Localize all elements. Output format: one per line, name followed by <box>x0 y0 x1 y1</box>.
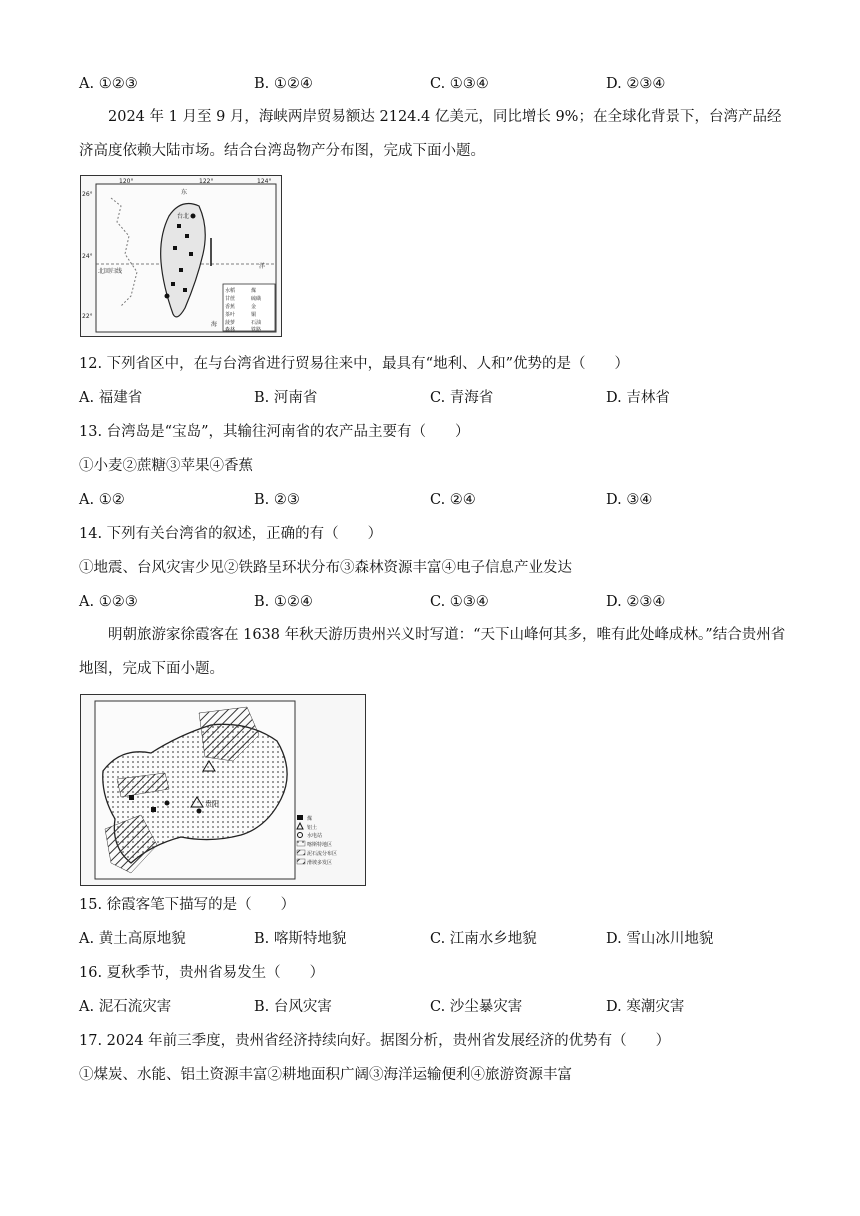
legend-item: 泥石流分布区 <box>307 851 338 857</box>
option-b: B. 喀斯特地貌 <box>254 931 347 947</box>
lon-label: 124° <box>257 178 272 185</box>
option-b: B. 河南省 <box>254 390 318 406</box>
question-13-stem: 13. 台湾岛是“宝岛”，其输往河南省的农产品主要有（ ） <box>79 424 470 440</box>
question-13-items: ①小麦②蔗糖③苹果④香蕉 <box>79 458 253 474</box>
question-12-options <box>79 388 799 408</box>
question-14-items: ①地震、台风灾害少见②铁路呈环状分布③森林资源丰富④电子信息产业发达 <box>79 560 572 576</box>
legend-item: 铜 <box>251 312 257 318</box>
legend-item: 水稻 <box>225 288 236 294</box>
guizhou-map <box>80 694 366 886</box>
option-d: D. ③④ <box>606 492 653 508</box>
place-label: 洋 <box>259 263 266 270</box>
legend-item: 滑坡多发区 <box>307 860 333 866</box>
legend-item: 水电站 <box>307 833 323 839</box>
option-d: D. 寒潮灾害 <box>606 999 685 1015</box>
option-c: C. 沙尘暴灾害 <box>430 999 523 1015</box>
place-label: 东 <box>181 189 188 196</box>
option-b: B. ①②④ <box>254 76 313 92</box>
option-a: A. ①②③ <box>79 594 138 610</box>
lat-label: 24° <box>82 253 93 260</box>
legend-item: 硫磺 <box>251 296 262 302</box>
option-a: A. 泥石流灾害 <box>79 999 172 1015</box>
legend-item: 铝土 <box>307 825 318 831</box>
lat-label: 22° <box>82 313 93 320</box>
option-c: C. ①③④ <box>430 594 489 610</box>
legend-item: 森林 <box>225 327 236 333</box>
question-15-stem: 15. 徐霞客笔下描写的是（ ） <box>79 897 296 913</box>
question-12-stem: 12. 下列省区中，在与台湾省进行贸易往来中，最具有“地利、人和”优势的是（ ） <box>79 356 629 372</box>
option-d: D. ②③④ <box>606 76 666 92</box>
option-d: D. 吉林省 <box>606 390 670 406</box>
legend-item: 煤 <box>251 288 257 294</box>
question-17-items: ①煤炭、水能、铝土资源丰富②耕地面积广阔③海洋运输便利④旅游资源丰富 <box>79 1067 572 1083</box>
place-label: 台北 <box>177 213 190 220</box>
legend-item: 铁路 <box>251 327 262 333</box>
option-a: A. ①②③ <box>79 76 138 92</box>
prev-question-options <box>79 74 799 94</box>
option-c: C. ①③④ <box>430 76 489 92</box>
place-label: 海 <box>211 321 218 328</box>
passage-guizhou: 明朝旅游家徐霞客在 1638 年秋天游历贵州兴义时写道：“天下山峰何其多，唯有此处峰成林。”结合贵州省地图，完成下面小题。 <box>79 627 786 677</box>
question-14-options <box>79 592 799 612</box>
question-14-stem: 14. 下列有关台湾省的叙述，正确的有（ ） <box>79 526 383 542</box>
option-a: A. ①② <box>79 492 125 508</box>
legend-item: 煤 <box>307 816 313 822</box>
question-16-stem: 16. 夏秋季节，贵州省易发生（ ） <box>79 965 325 981</box>
legend-item: 茶叶 <box>225 312 236 318</box>
legend-item: 金 <box>251 304 257 310</box>
lat-label: 26° <box>82 191 93 198</box>
taiwan-product-map <box>80 175 282 337</box>
option-c: C. 江南水乡地貌 <box>430 931 537 947</box>
place-label: 贵阳 <box>205 800 219 808</box>
legend-item: 甘蔗 <box>225 296 236 302</box>
lon-label: 122° <box>199 178 214 185</box>
option-d: D. 雪山冰川地貌 <box>606 931 714 947</box>
option-a: A. 福建省 <box>79 390 143 406</box>
option-b: B. ①②④ <box>254 594 313 610</box>
legend-item: 石油 <box>251 320 262 326</box>
option-b: B. ②③ <box>254 492 300 508</box>
question-13-options <box>79 490 799 510</box>
place-label: 北回归线 <box>98 268 123 275</box>
option-c: C. 青海省 <box>430 390 494 406</box>
option-b: B. 台风灾害 <box>254 999 332 1015</box>
lon-label: 120° <box>119 178 134 185</box>
legend-item: 喀斯特地区 <box>307 842 333 848</box>
legend-item: 香蕉 <box>225 304 236 310</box>
option-c: C. ②④ <box>430 492 476 508</box>
legend-item: 菠萝 <box>225 320 236 326</box>
option-a: A. 黄土高原地貌 <box>79 931 186 947</box>
passage-taiwan: 2024 年 1 月至 9 月，海峡两岸贸易额达 2124.4 亿美元，同比增长 9%；在全球化背景下，台湾产品经济高度依赖大陆市场。结合台湾岛物产分布图，完成下面小题。 <box>79 109 782 159</box>
question-15-options <box>79 929 799 949</box>
option-d: D. ②③④ <box>606 594 666 610</box>
question-17-stem: 17. 2024 年前三季度，贵州省经济持续向好。据图分析，贵州省发展经济的优势有（ ） <box>79 1033 671 1049</box>
question-16-options <box>79 997 799 1017</box>
